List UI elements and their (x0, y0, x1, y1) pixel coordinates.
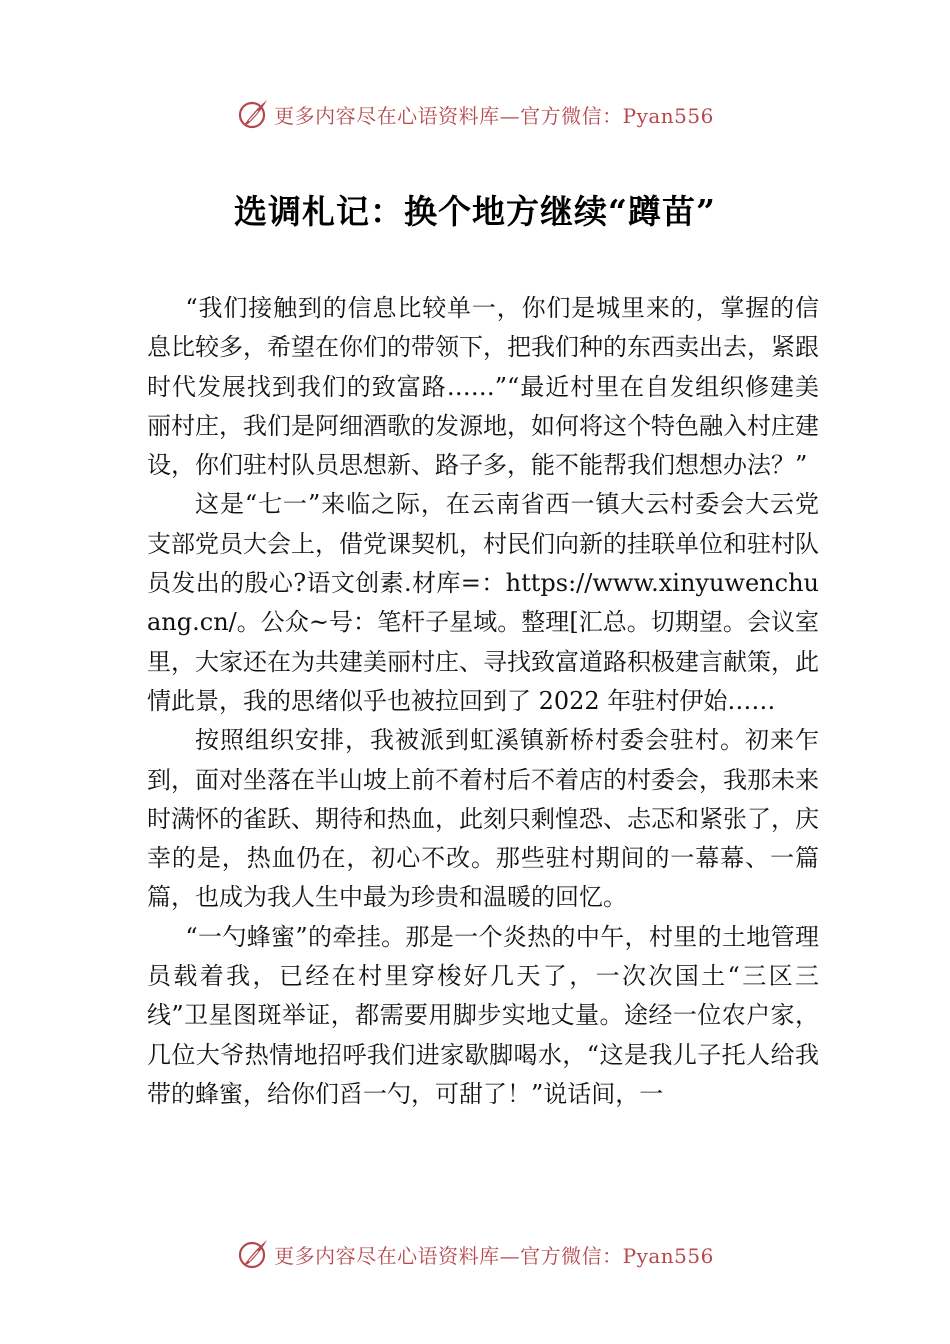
document-title: 选调札记：换个地方继续“蹲苗” (234, 192, 716, 231)
paragraph-4: “一勺蜂蜜”的牵挂。那是一个炎热的中午，村里的土地管理员载着我，已经在村里穿梭好几天了，一次次国土“三区三线”卫星图斑举证，都需要用脚步实地丈量。途经一位农户家，几位大爷热情地招呼我们进家歇脚喝水，“这是我儿子托人给我带的蜂蜜，给你们舀一勺，可甜了！”说话间，一 (147, 922, 819, 1108)
paragraph-2: 这是“七一”来临之际，在云南省西一镇大云村委会大云党支部党员大会上，借党课契机，村民们向新的挂联单位和驻村队员发出的殷心?语文创素.材库=：https://www.xinyuwenchuang.cn/。公众~号：笔杆子星域。整理[汇总。切期望。会议室里，大家还在为共建美丽村庄、寻找致富道路积极建言献策，此情此景，我的思绪似乎也被拉回到了 2022 年驻村伊始…… (147, 490, 819, 715)
paragraph-1: “我们接触到的信息比较单一，你们是城里来的，掌握的信息比较多，希望在你们的带领下，把我们种的东西卖出去，紧跟时代发展找到我们的致富路……”“最近村里在自发组织修建美丽村庄，我们是阿细酒歌的发源地，如何将这个特色融入村庄建设，你们驻村队员思想新、路子多，能不能帮我们想想办法？” (147, 294, 819, 480)
quill-pen-logo-icon (236, 1237, 270, 1271)
header-banner-text: 更多内容尽在心语资料库—官方微信：Pyan556 (274, 103, 714, 128)
paragraph-3: 按照组织安排，我被派到虹溪镇新桥村委会驻村。初来乍到，面对坐落在半山坡上前不着村后不着店的村委会，我那未来时满怀的雀跃、期待和热血，此刻只剩惶恐、忐忑和紧张了，庆幸的是，热血仍在，初心不改。那些驻村期间的一幕幕、一篇篇，也成为我人生中最为珍贵和温暖的回忆。 (147, 726, 819, 912)
quill-pen-logo-icon (236, 97, 270, 131)
article-body (147, 289, 819, 1114)
footer-banner (0, 1234, 950, 1274)
footer-banner-text: 更多内容尽在心语资料库—官方微信：Pyan556 (274, 1243, 714, 1268)
header-banner (0, 94, 950, 134)
